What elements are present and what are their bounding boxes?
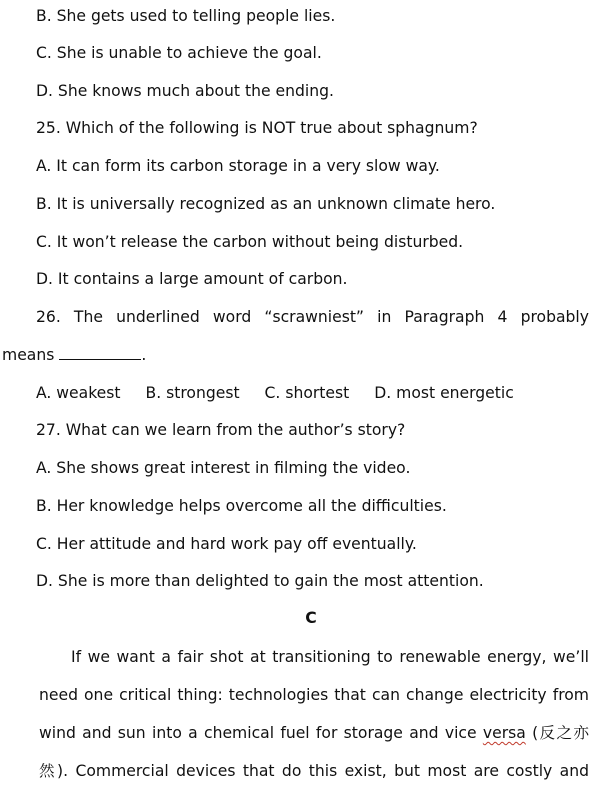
q26-option-b: B. strongest [145,384,240,402]
q26-means: means [2,346,55,364]
q24-option-d: D. She knows much about the ending. [36,82,334,100]
passage-line-3-pre: wind and sun into a chemical fuel for storage and vice [39,724,477,742]
q25-option-d: D. It contains a large amount of carbon. [36,270,348,288]
q27-option-a: A. She shows great interest in filming the video. [36,459,411,477]
q24-option-c: C. She is unable to achieve the goal. [36,44,322,62]
section-heading: C [305,609,317,627]
passage-line-3-post: (反之亦 [532,724,589,742]
passage-line-4: 然). Commercial devices that do this exist, but most are costly and [39,762,589,780]
answer-blank [59,345,141,360]
q26-question-line1: 26. The underlined word “scrawniest” in Paragraph 4 probably [36,308,589,326]
q26-options [36,383,514,403]
q27-question: 27. What can we learn from the author’s story? [36,421,406,439]
q24-option-b: B. She gets used to telling people lies. [36,7,336,25]
passage-line-1: If we want a fair shot at transitioning to renewable energy, we’ll [71,648,589,666]
q27-option-d: D. She is more than delighted to gain the most attention. [36,572,484,590]
q25-option-c: C. It won’t release the carbon without being disturbed. [36,233,464,251]
underlined-word: versa [482,724,526,742]
q26-option-a: A. weakest [36,384,121,402]
q25-option-b: B. It is universally recognized as an unknown climate hero. [36,195,496,213]
q25-question: 25. Which of the following is NOT true about sphagnum? [36,119,478,137]
q26-option-d: D. most energetic [374,384,514,402]
q26-question-line2 [2,345,146,365]
q27-option-b: B. Her knowledge helps overcome all the difficulties. [36,497,447,515]
q27-option-c: C. Her attitude and hard work pay off eventually. [36,535,417,553]
q25-option-a: A. It can form its carbon storage in a very slow way. [36,157,440,175]
q26-period: . [141,346,147,364]
q26-option-c: C. shortest [264,384,350,402]
passage-line-3 [39,723,589,743]
passage-line-2: need one critical thing: technologies that can change electricity from [39,686,589,704]
